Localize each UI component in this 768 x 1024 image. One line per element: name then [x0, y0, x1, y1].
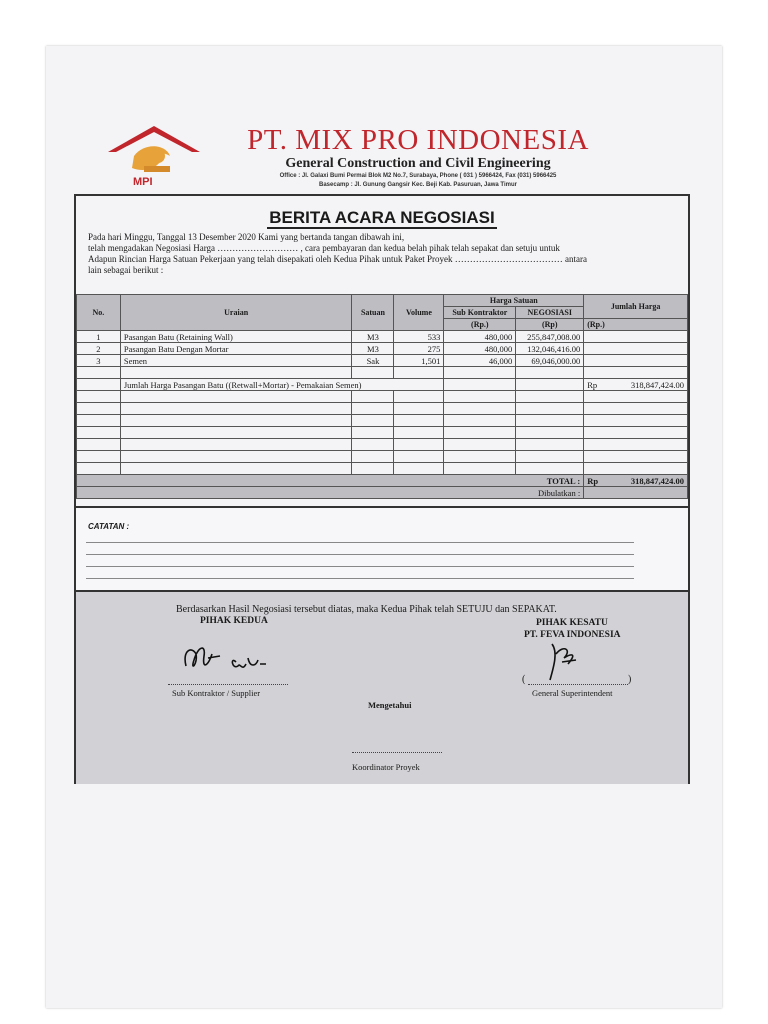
table-row-empty	[77, 451, 688, 463]
company-subtitle: General Construction and Civil Engineering	[285, 156, 551, 171]
cell-sub: 480,000	[444, 343, 516, 355]
company-header	[218, 124, 618, 190]
signature-section	[76, 590, 688, 784]
sum-currency: Rp	[587, 379, 598, 390]
sum-amount: 318,847,424.00	[630, 379, 684, 390]
table-row-sum	[77, 379, 688, 391]
cell-sub: 480,000	[444, 331, 516, 343]
cell-sub: 46,000	[444, 355, 516, 367]
cell-uraian: Semen	[120, 355, 352, 367]
company-office: Office : Jl. Galaxi Bumi Permai Blok M2 No.7, Surabaya, Phone ( 031 ) 5966424, Fax (031) 5966425	[279, 173, 557, 179]
coordinator-label: Koordinator Proyek	[352, 762, 420, 772]
cell-uraian: Pasangan Batu (Retaining Wall)	[120, 331, 352, 343]
total-amount: 318,847,424.00	[630, 475, 684, 486]
table-row-empty	[77, 367, 688, 379]
table-row-empty	[77, 403, 688, 415]
intro-text	[88, 232, 678, 276]
col-header-volume: Volume	[394, 295, 444, 331]
logo-text: MPI	[133, 176, 153, 188]
table-row-empty	[77, 415, 688, 427]
party2-sign-line	[168, 684, 288, 685]
party1-sign-line	[528, 684, 628, 685]
rounded-row	[77, 487, 688, 499]
total-currency: Rp	[587, 475, 599, 486]
col-header-harga-satuan: Harga Satuan	[444, 295, 584, 307]
company-logo	[104, 122, 204, 190]
party2-title: PIHAK KEDUA	[200, 616, 268, 626]
notes-line	[86, 554, 634, 555]
table-row-empty	[77, 391, 688, 403]
total-amount-cell	[584, 475, 688, 487]
table-row	[77, 343, 688, 355]
cell-satuan: M3	[352, 343, 394, 355]
col-header-jumlah-harga: Jumlah Harga	[584, 295, 688, 319]
cell-satuan: Sak	[352, 355, 394, 367]
cell-nego: 69,046,000.00	[516, 355, 584, 367]
cell-volume: 275	[394, 343, 444, 355]
rounded-label: Dibulatkan :	[77, 487, 584, 499]
cell-satuan: M3	[352, 331, 394, 343]
table-row-empty	[77, 427, 688, 439]
rounded-amount	[584, 487, 688, 499]
col-header-no: No.	[77, 295, 121, 331]
intro-line: Pada hari Minggu, Tanggal 13 Desember 2020 Kami yang bertanda tangan dibawah ini,	[88, 232, 405, 242]
col-header-unit: (Rp)	[516, 319, 584, 331]
intro-line: lain sebagai berikut :	[88, 265, 164, 275]
cell-nego: 132,046,416.00	[516, 343, 584, 355]
col-header-negosiasi: NEGOSIASI	[516, 307, 584, 319]
cell-volume: 533	[394, 331, 444, 343]
cell-no: 2	[77, 343, 121, 355]
notes-section	[76, 506, 688, 592]
party1-role: General Superintendent	[532, 688, 613, 698]
cell-volume: 1,501	[394, 355, 444, 367]
agreement-statement: Berdasarkan Hasil Negosiasi tersebut diatas, maka Kedua Pihak telah SETUJU dan SEPAKAT.	[176, 604, 557, 615]
party2-role: Sub Kontraktor / Supplier	[172, 688, 261, 698]
sum-amount-cell	[584, 379, 688, 391]
company-basecamp: Basecamp : Jl. Gunung Gangsir Kec. Beji Kab. Pasuruan, Jawa Timur	[319, 182, 517, 188]
company-name: PT. MIX PRO INDONESIA	[247, 124, 589, 156]
table-row-empty	[77, 463, 688, 475]
party1-company: PT. FEVA INDONESIA	[524, 630, 621, 640]
party1-title: PIHAK KESATU	[536, 618, 608, 628]
cell-jumlah	[584, 355, 688, 367]
total-label: TOTAL :	[77, 475, 584, 487]
notes-line	[86, 578, 634, 579]
acknowledged-label: Mengetahui	[368, 700, 412, 710]
col-header-unit: (Rp.)	[444, 319, 516, 331]
intro-line: telah mengadakan Negosiasi Harga ……………………… , cara pembayaran dan kedua belah pihak telah sepakat dan setuju untuk	[88, 243, 560, 253]
cell-uraian: Pasangan Batu Dengan Mortar	[120, 343, 352, 355]
cell-jumlah	[584, 343, 688, 355]
cell-no: 3	[77, 355, 121, 367]
document-frame	[74, 194, 690, 784]
notes-line	[86, 566, 634, 567]
document-title: BERITA ACARA NEGOSIASI	[269, 208, 495, 227]
negotiation-table	[76, 294, 688, 499]
party1-signature	[538, 636, 598, 686]
notes-line	[86, 542, 634, 543]
coordinator-sign-line	[352, 752, 442, 753]
notes-label: CATATAN :	[88, 522, 130, 531]
total-row	[77, 475, 688, 487]
cell-jumlah	[584, 331, 688, 343]
col-header-uraian: Uraian	[120, 295, 352, 331]
party2-signature	[176, 636, 286, 684]
intro-line: Adapun Rincian Harga Satuan Pekerjaan yang telah disepakati oleh Kedua Pihak untuk Paket Proyek ……………………………… antara	[88, 254, 587, 264]
table-row	[77, 331, 688, 343]
cell-no: 1	[77, 331, 121, 343]
sum-description: Jumlah Harga Pasangan Batu ((Retwall+Mortar) - Pemakaian Semen)	[120, 379, 444, 391]
col-header-satuan: Satuan	[352, 295, 394, 331]
party1-paren-open: (	[522, 674, 526, 685]
table-row	[77, 355, 688, 367]
col-header-unit: (Rp.)	[584, 319, 688, 331]
table-row-empty	[77, 439, 688, 451]
party1-paren-close: )	[628, 674, 632, 685]
col-header-sub-kontraktor: Sub Kontraktor	[444, 307, 516, 319]
cell-nego: 255,847,008.00	[516, 331, 584, 343]
